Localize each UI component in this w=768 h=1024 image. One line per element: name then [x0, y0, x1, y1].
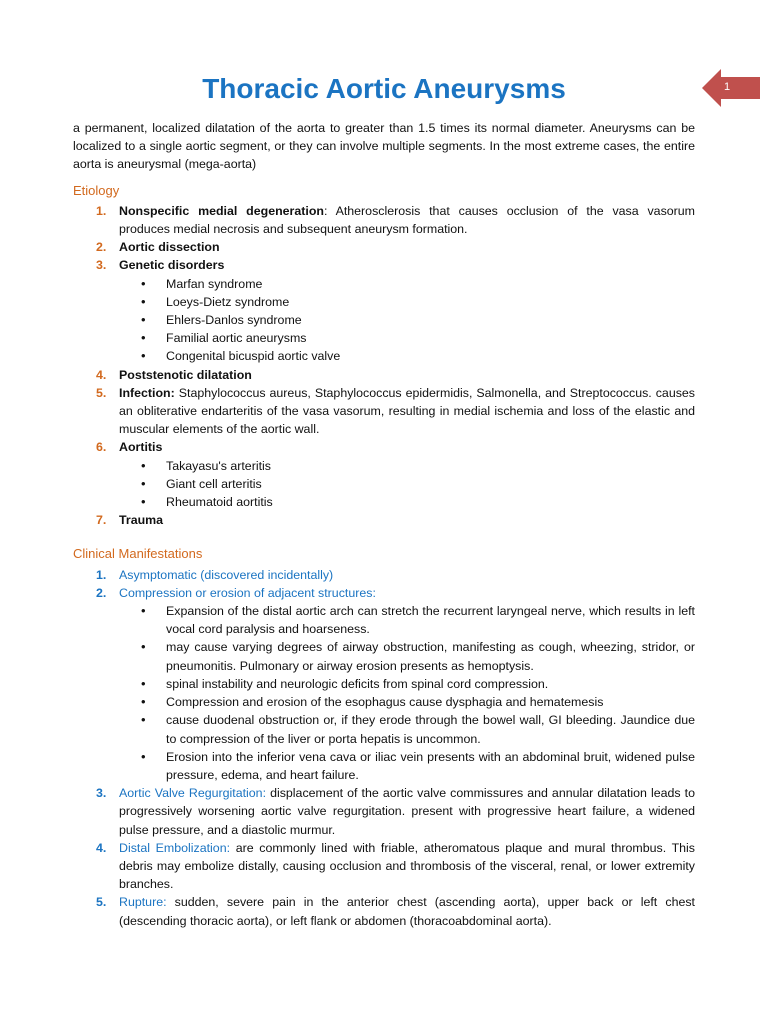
list-item — [73, 839, 695, 894]
bullet-item: • Loeys-Dietz syndrome — [119, 293, 695, 311]
clinical-heading: Clinical Manifestations — [73, 546, 203, 562]
list-item — [73, 784, 695, 839]
item-label: Trauma — [119, 513, 164, 528]
page-number: 1 — [723, 81, 731, 93]
list-item — [73, 893, 695, 929]
list-item — [73, 256, 695, 365]
list-item — [73, 584, 695, 784]
intro-paragraph: a permanent, localized dilatation of the aorta to greater than 1.5 times its normal diameter. Aneurysms can be localized to a single aortic segment, or they can involve multiple segments. In the most extreme cases, the entire aorta is aneurysmal (mega-aorta) — [73, 121, 695, 172]
bullet-item: • spinal instability and neurologic deficits from spinal cord compression. — [119, 675, 695, 693]
bullet-list — [119, 275, 695, 366]
item-label: Aortic dissection — [119, 240, 220, 255]
item-label: Aortitis — [119, 440, 163, 455]
item-number: 3. — [96, 786, 107, 801]
list-item — [73, 238, 695, 256]
item-label: Aortic Valve Regurgitation: — [119, 786, 267, 801]
list-item — [73, 366, 695, 384]
clinical-list — [73, 566, 695, 930]
item-label: Rupture: — [119, 895, 167, 910]
bullet-item: • Giant cell arteritis — [119, 475, 695, 493]
item-text: Staphylococcus aureus, Staphylococcus epidermidis, Salmonella, and Streptococcus. causes an obliterative endarteritis of the vasa vasorum, resulting in medial ischemia and loss of the elastic and muscular elements of the aortic wall. — [119, 385, 695, 437]
bullet-item: • Takayasu's arteritis — [119, 457, 695, 475]
bullet-item: • Rheumatoid aortitis — [119, 493, 695, 511]
item-number: 4. — [96, 840, 107, 855]
bullet-list — [119, 602, 695, 784]
item-label: Compression or erosion of adjacent structures: — [119, 585, 376, 600]
item-number: 2. — [96, 585, 107, 600]
item-label: Nonspecific medial degeneration — [119, 203, 324, 218]
list-item — [73, 202, 695, 238]
page-title: Thoracic Aortic Aneurysms — [202, 73, 566, 104]
item-label: Infection: — [119, 385, 175, 400]
bullet-list — [119, 457, 695, 512]
item-label: Asymptomatic (discovered incidentally) — [119, 567, 334, 582]
item-number: 1. — [96, 203, 107, 218]
bullet-item: • Compression and erosion of the esophagus cause dysphagia and hematemesis — [119, 693, 695, 711]
list-item — [73, 384, 695, 439]
item-number: 2. — [96, 240, 107, 255]
item-text: displacement of the aortic valve commissures and annular dilatation leads to progressively worsening aortic valve regurgitation. present with progressive heart failure, a widened pulse pressure, and a diastolic murmur. — [119, 786, 695, 837]
bullet-item: • Erosion into the inferior vena cava or iliac vein presents with an abdominal bruit, widened pulse pressure, edema, and heart failure. — [119, 748, 695, 784]
bullet-item: • Congenital bicuspid aortic valve — [119, 347, 695, 365]
item-number: 5. — [96, 895, 107, 910]
item-number: 3. — [96, 258, 107, 273]
list-item — [73, 511, 695, 529]
bullet-item: • Marfan syndrome — [119, 275, 695, 293]
item-label: Distal Embolization: — [119, 840, 231, 855]
item-number: 7. — [96, 513, 107, 528]
bullet-item: • Expansion of the distal aortic arch can stretch the recurrent laryngeal nerve, which results in left vocal cord paralysis and hoarseness. — [119, 602, 695, 638]
bullet-item: • Ehlers-Danlos syndrome — [119, 311, 695, 329]
bullet-item: • cause duodenal obstruction or, if they erode through the bowel wall, GI bleeding. Jaundice due to compression of the liver or porta hepatis is uncommon. — [119, 711, 695, 747]
item-number: 4. — [96, 367, 107, 382]
item-text: sudden, severe pain in the anterior chest (ascending aorta), upper back or left chest (descending thoracic aorta), or left flank or abdomen (thoracoabdominal aorta). — [119, 895, 695, 928]
bullet-item: • Familial aortic aneurysms — [119, 329, 695, 347]
item-label: Poststenotic dilatation — [119, 367, 252, 382]
list-item — [73, 566, 695, 584]
etiology-heading: Etiology — [73, 182, 120, 198]
bullet-item: • may cause varying degrees of airway obstruction, manifesting as cough, wheezing, stridor, or pneumonitis. Pulmonary or airway erosion presents as hemoptysis. — [119, 638, 695, 674]
etiology-list — [73, 202, 695, 530]
item-label: Genetic disorders — [119, 258, 225, 273]
item-number: 5. — [96, 385, 107, 400]
content — [73, 119, 695, 930]
item-text: are commonly lined with friable, atheromatous plaque and mural thrombus. This debris may embolize distally, causing occlusion and thrombosis of the visceral, renal, or lower extremity branches. — [119, 840, 695, 892]
item-text: : Atherosclerosis that causes occlusion of the vasa vasorum produces medial necrosis and subsequent aneurysm formation. — [119, 203, 695, 237]
item-number: 1. — [96, 567, 107, 582]
item-number: 6. — [96, 440, 107, 455]
list-item — [73, 438, 695, 511]
